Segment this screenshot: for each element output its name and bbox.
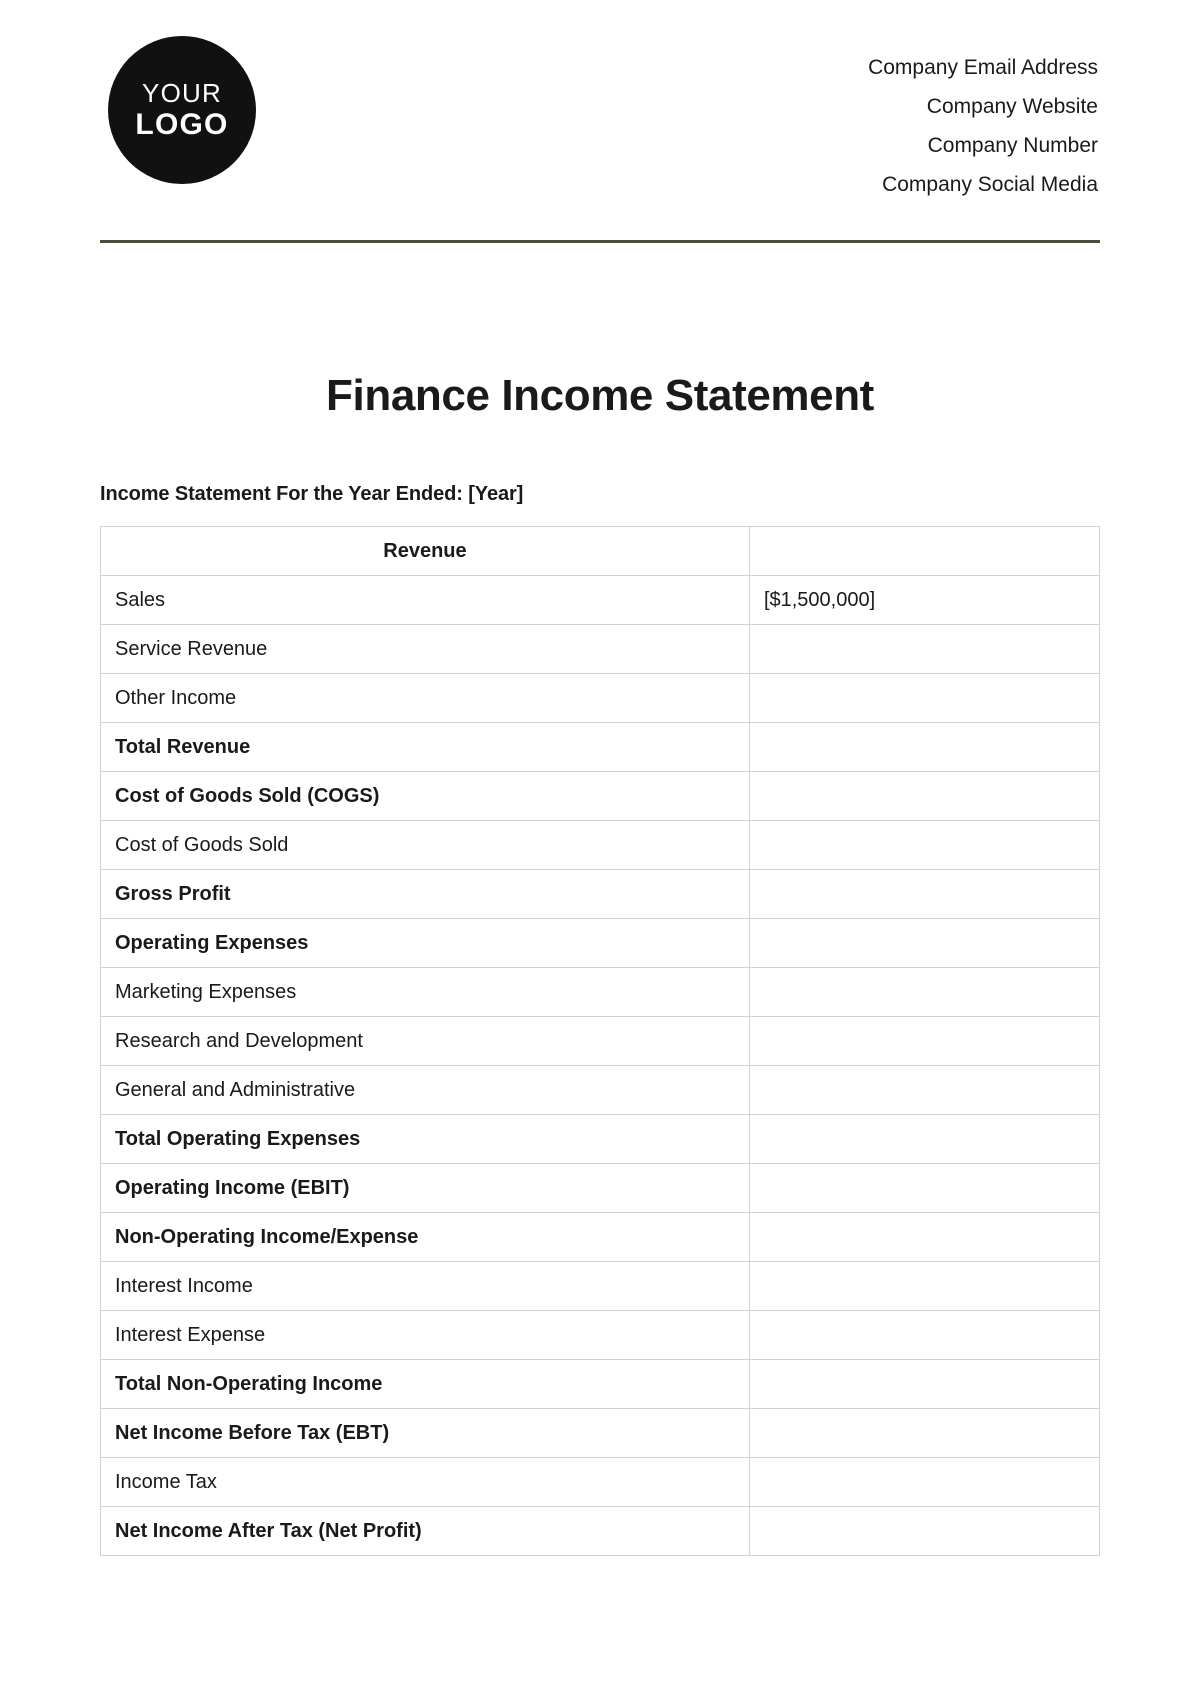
row-value[interactable] (749, 821, 1099, 870)
row-label: Revenue (101, 527, 750, 576)
logo-line-1: YOUR (142, 77, 222, 108)
income-statement-table (100, 526, 1100, 1556)
row-label: Non-Operating Income/Expense (101, 1213, 750, 1262)
row-value[interactable] (749, 1164, 1099, 1213)
table-row (101, 723, 1100, 772)
table-row (101, 1458, 1100, 1507)
table-row (101, 1409, 1100, 1458)
row-label: Operating Income (EBIT) (101, 1164, 750, 1213)
row-value[interactable] (749, 968, 1099, 1017)
table-row (101, 821, 1100, 870)
table-row (101, 576, 1100, 625)
table-row (101, 870, 1100, 919)
table-row (101, 1115, 1100, 1164)
row-label: Cost of Goods Sold (COGS) (101, 772, 750, 821)
row-value[interactable] (749, 1360, 1099, 1409)
table-row (101, 968, 1100, 1017)
table-row (101, 625, 1100, 674)
table-row (101, 527, 1100, 576)
row-value[interactable] (749, 870, 1099, 919)
row-label: Sales (101, 576, 750, 625)
row-label: Net Income Before Tax (EBT) (101, 1409, 750, 1458)
row-value[interactable] (749, 1262, 1099, 1311)
row-value[interactable] (749, 919, 1099, 968)
income-statement-body (101, 527, 1100, 1556)
row-label: Gross Profit (101, 870, 750, 919)
table-row (101, 1311, 1100, 1360)
row-value[interactable] (749, 1311, 1099, 1360)
contact-website: Company Website (926, 95, 1098, 118)
row-label: Total Non-Operating Income (101, 1360, 750, 1409)
contact-number: Company Number (927, 134, 1098, 157)
row-value[interactable] (749, 1066, 1099, 1115)
header-divider (100, 240, 1100, 243)
table-row (101, 919, 1100, 968)
row-label: Research and Development (101, 1017, 750, 1066)
table-row (101, 1360, 1100, 1409)
row-label: Total Revenue (101, 723, 750, 772)
row-label: Net Income After Tax (Net Profit) (101, 1507, 750, 1556)
statement-period-label: Income Statement For the Year Ended: [Year] (100, 483, 524, 505)
table-row (101, 1066, 1100, 1115)
row-label: Service Revenue (101, 625, 750, 674)
table-row (101, 1017, 1100, 1066)
row-value[interactable] (749, 1213, 1099, 1262)
table-row (101, 1164, 1100, 1213)
row-label: Operating Expenses (101, 919, 750, 968)
row-value[interactable] (749, 772, 1099, 821)
table-row (101, 772, 1100, 821)
row-label: Marketing Expenses (101, 968, 750, 1017)
row-value[interactable] (749, 674, 1099, 723)
table-row (101, 1213, 1100, 1262)
logo-line-2: LOGO (135, 107, 229, 141)
row-value[interactable] (749, 1458, 1099, 1507)
row-value[interactable] (749, 527, 1099, 576)
row-label: Other Income (101, 674, 750, 723)
row-label: Interest Income (101, 1262, 750, 1311)
page-title: Finance Income Statement (326, 371, 874, 420)
row-value[interactable] (749, 723, 1099, 772)
row-value[interactable] (749, 1115, 1099, 1164)
table-row (101, 1262, 1100, 1311)
row-value[interactable] (749, 1507, 1099, 1556)
row-value[interactable] (749, 1409, 1099, 1458)
contact-social-media: Company Social Media (882, 173, 1098, 196)
row-label: Total Operating Expenses (101, 1115, 750, 1164)
row-value[interactable] (749, 625, 1099, 674)
contact-email: Company Email Address (868, 56, 1098, 79)
table-row (101, 674, 1100, 723)
company-contact-block (868, 36, 1098, 204)
document-header (100, 0, 1100, 204)
row-label: Income Tax (101, 1458, 750, 1507)
company-logo (108, 36, 256, 184)
row-label: General and Administrative (101, 1066, 750, 1115)
row-value[interactable] (749, 1017, 1099, 1066)
table-row (101, 1507, 1100, 1556)
row-label: Cost of Goods Sold (101, 821, 750, 870)
row-value[interactable]: [$1,500,000] (749, 576, 1099, 625)
row-label: Interest Expense (101, 1311, 750, 1360)
